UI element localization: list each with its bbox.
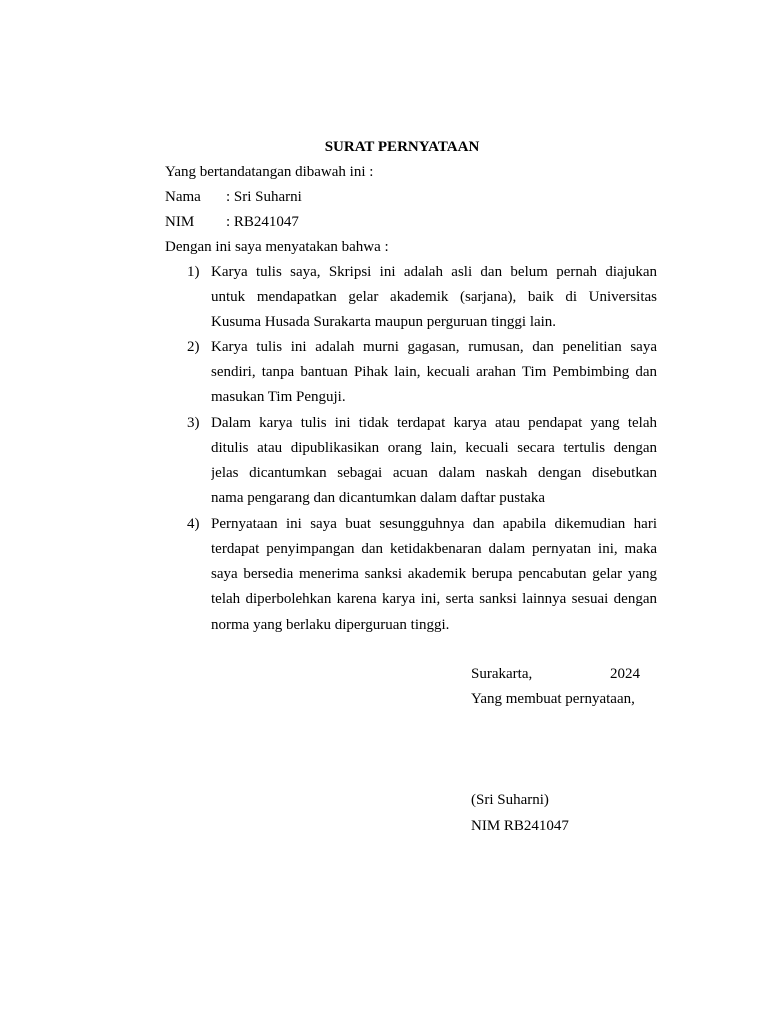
signature-year: 2024 <box>610 666 640 682</box>
field-label-nim: NIM <box>165 214 195 230</box>
item-4-line-1: Pernyataan ini saya buat sesungguhnya dan apabila dikemudian hari <box>211 516 657 532</box>
item-1-line-2: untuk mendapatkan gelar akademik (sarjana), baik di Universitas <box>211 289 657 305</box>
item-2-line-3: masukan Tim Penguji. <box>211 389 346 405</box>
document-title: SURAT PERNYATAAN <box>324 139 480 155</box>
intro-text: Yang bertandatangan dibawah ini : <box>165 164 374 180</box>
field-value-nama: : Sri Suharni <box>226 189 302 205</box>
item-3-number: 3) <box>187 415 200 431</box>
field-label-nama: Nama <box>165 189 201 205</box>
item-2-line-2: sendiri, tanpa bantuan Pihak lain, kecuali arahan Tim Pembimbing dan <box>211 364 657 380</box>
item-1-number: 1) <box>187 264 200 280</box>
item-4-line-2: terdapat penyimpangan dan ketidakbenaran dalam pernyatan ini, maka <box>211 541 657 557</box>
item-4-line-5: norma yang berlaku diperguruan tinggi. <box>211 617 450 633</box>
item-1-line-1: Karya tulis saya, Skripsi ini adalah asli dan belum pernah diajukan <box>211 264 657 280</box>
signature-name: (Sri Suharni) <box>471 792 549 808</box>
signature-place: Surakarta, <box>471 666 533 682</box>
signature-nim: NIM RB241047 <box>471 818 569 834</box>
item-3-line-4: nama pengarang dan dicantumkan dalam daftar pustaka <box>211 490 546 506</box>
item-3-line-2: ditulis atau dipublikasikan orang lain, kecuali secara tertulis dengan <box>211 440 657 456</box>
item-2-line-1: Karya tulis ini adalah murni gagasan, rumusan, dan penelitian saya <box>211 339 657 355</box>
item-3-line-3: jelas dicantumkan sebagai acuan dalam naskah dengan disebutkan <box>211 465 657 481</box>
field-value-nim: : RB241047 <box>226 214 299 230</box>
item-3-line-1: Dalam karya tulis ini tidak terdapat karya atau pendapat yang telah <box>211 415 657 431</box>
item-4-number: 4) <box>187 516 200 532</box>
item-2-number: 2) <box>187 339 200 355</box>
signature-closing: Yang membuat pernyataan, <box>471 691 635 707</box>
statement-intro: Dengan ini saya menyatakan bahwa : <box>165 239 389 255</box>
item-4-line-3: saya bersedia menerima sanksi akademik berupa pencabutan gelar yang <box>211 566 657 582</box>
item-1-line-3: Kusuma Husada Surakarta maupun perguruan tinggi lain. <box>211 314 557 330</box>
item-4-line-4: telah diperbolehkan karena karya ini, serta sanksi lainnya sesuai dengan <box>211 591 657 607</box>
